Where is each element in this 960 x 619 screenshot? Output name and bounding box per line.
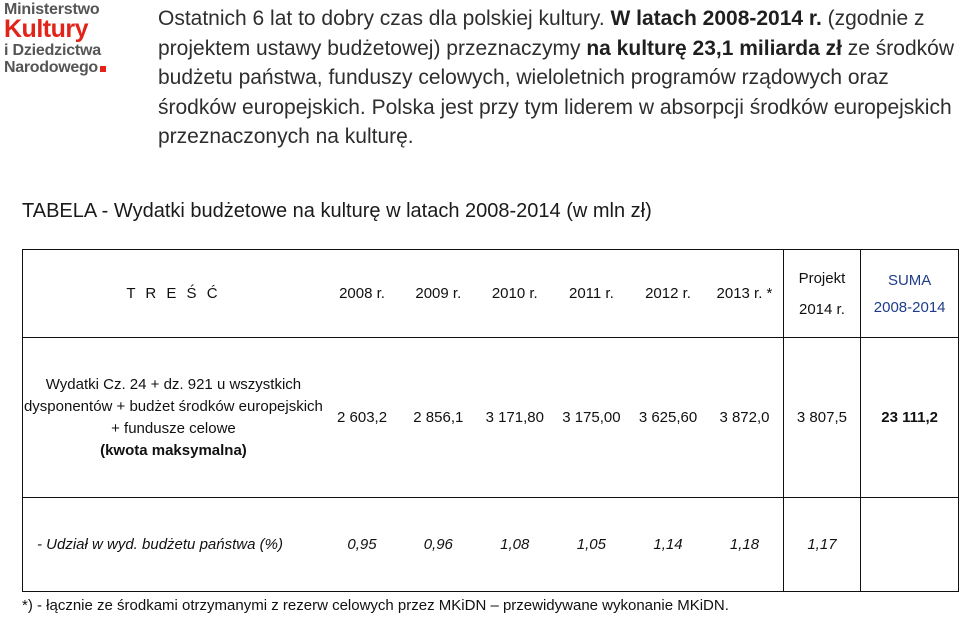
table-title: TABELA - Wydatki budżetowe na kulturę w latach 2008-2014 (w mln zł) — [22, 200, 652, 222]
logo-line-3: i Dziedzictwa — [4, 42, 101, 59]
row-share-label: - Udział w wyd. budżetu państwa (%) — [37, 536, 283, 553]
budget-table — [22, 249, 959, 592]
header-sum-range: 2008-2014 — [873, 298, 946, 316]
logo-line-1: Ministerstwo — [4, 1, 100, 18]
row-expenses-label-text: Wydatki Cz. 24 + dz. 921 u wszystkich dysponentów + budżet środków europejskich + fundusze celowe — [23, 375, 323, 437]
cell-expenses-2014: 3 807,5 — [783, 338, 861, 498]
cell-expenses-2013: 3 872,0 — [706, 338, 783, 498]
cell-share-2011: 1,05 — [576, 536, 606, 553]
cell-share-2009: 0,96 — [423, 536, 453, 553]
intro-paragraph — [158, 4, 958, 152]
intro-text-5: ze środków budżetu państwa, funduszy celowych, wieloletnich programów rządowych oraz środków europejskich. Polska jest przy tym liderem w absorpcji środków europejskich przeznaczonych na kulturę. — [158, 36, 954, 148]
intro-text-1: Ostatnich 6 lat to dobry czas dla polskiej kultury. — [158, 7, 611, 30]
header-year-2011: 2011 r. — [553, 250, 630, 338]
logo-line-4-text: Narodowego — [4, 59, 98, 76]
header-year-2012: 2012 r. — [630, 250, 707, 338]
intro-text-4: na kulturę 23,1 miliarda zł — [586, 36, 842, 60]
table-header-row — [23, 250, 959, 338]
cell-share-2010: 1,08 — [500, 536, 530, 553]
header-project-2014 — [783, 250, 861, 338]
cell-expenses-sum: 23 111,2 — [861, 338, 959, 498]
footnote: *) - łącznie ze środkami otrzymanymi z rezerw celowych przez MKiDN – przewidywane wykonanie MKiDN. — [22, 597, 729, 614]
ministry-logo — [4, 2, 136, 76]
cell-share-2013: 1,18 — [729, 536, 760, 553]
header-year-2009: 2009 r. — [400, 250, 476, 338]
header-year-2013: 2013 r. * — [706, 250, 783, 338]
cell-expenses-2011: 3 175,00 — [553, 338, 630, 498]
table-row-expenses — [23, 338, 959, 498]
intro-text-3: (zgodnie z projektem ustawy budżetowej) przeznaczymy — [158, 7, 925, 60]
cell-expenses-2012: 3 625,60 — [630, 338, 707, 498]
cell-share-sum — [861, 498, 959, 592]
row-expenses-label-bold: (kwota maksymalna) — [100, 441, 247, 459]
header-year-2008: 2008 r. — [324, 250, 400, 338]
header-year-2010: 2010 r. — [476, 250, 553, 338]
header-sum-label: SUMA — [887, 271, 932, 289]
cell-expenses-2008: 2 603,2 — [324, 338, 400, 498]
logo-line-2: Kultury — [4, 15, 88, 43]
cell-share-2014: 1,17 — [783, 498, 861, 592]
logo-dot — [100, 66, 106, 72]
cell-expenses-2009: 2 856,1 — [400, 338, 476, 498]
cell-share-2008: 0,95 — [347, 536, 377, 553]
logo-line-4 — [4, 60, 136, 76]
header-project-label: Projekt — [798, 269, 846, 287]
row-expenses-label — [23, 338, 324, 498]
table-row-share — [23, 498, 959, 592]
cell-expenses-2010: 3 171,80 — [476, 338, 553, 498]
header-sum — [861, 250, 959, 338]
header-project-year: 2014 r. — [799, 300, 845, 318]
intro-text-2: W latach 2008-2014 r. — [610, 7, 822, 30]
cell-share-2012: 1,14 — [653, 536, 683, 553]
header-tresc: T R E Ś Ć — [23, 250, 324, 338]
